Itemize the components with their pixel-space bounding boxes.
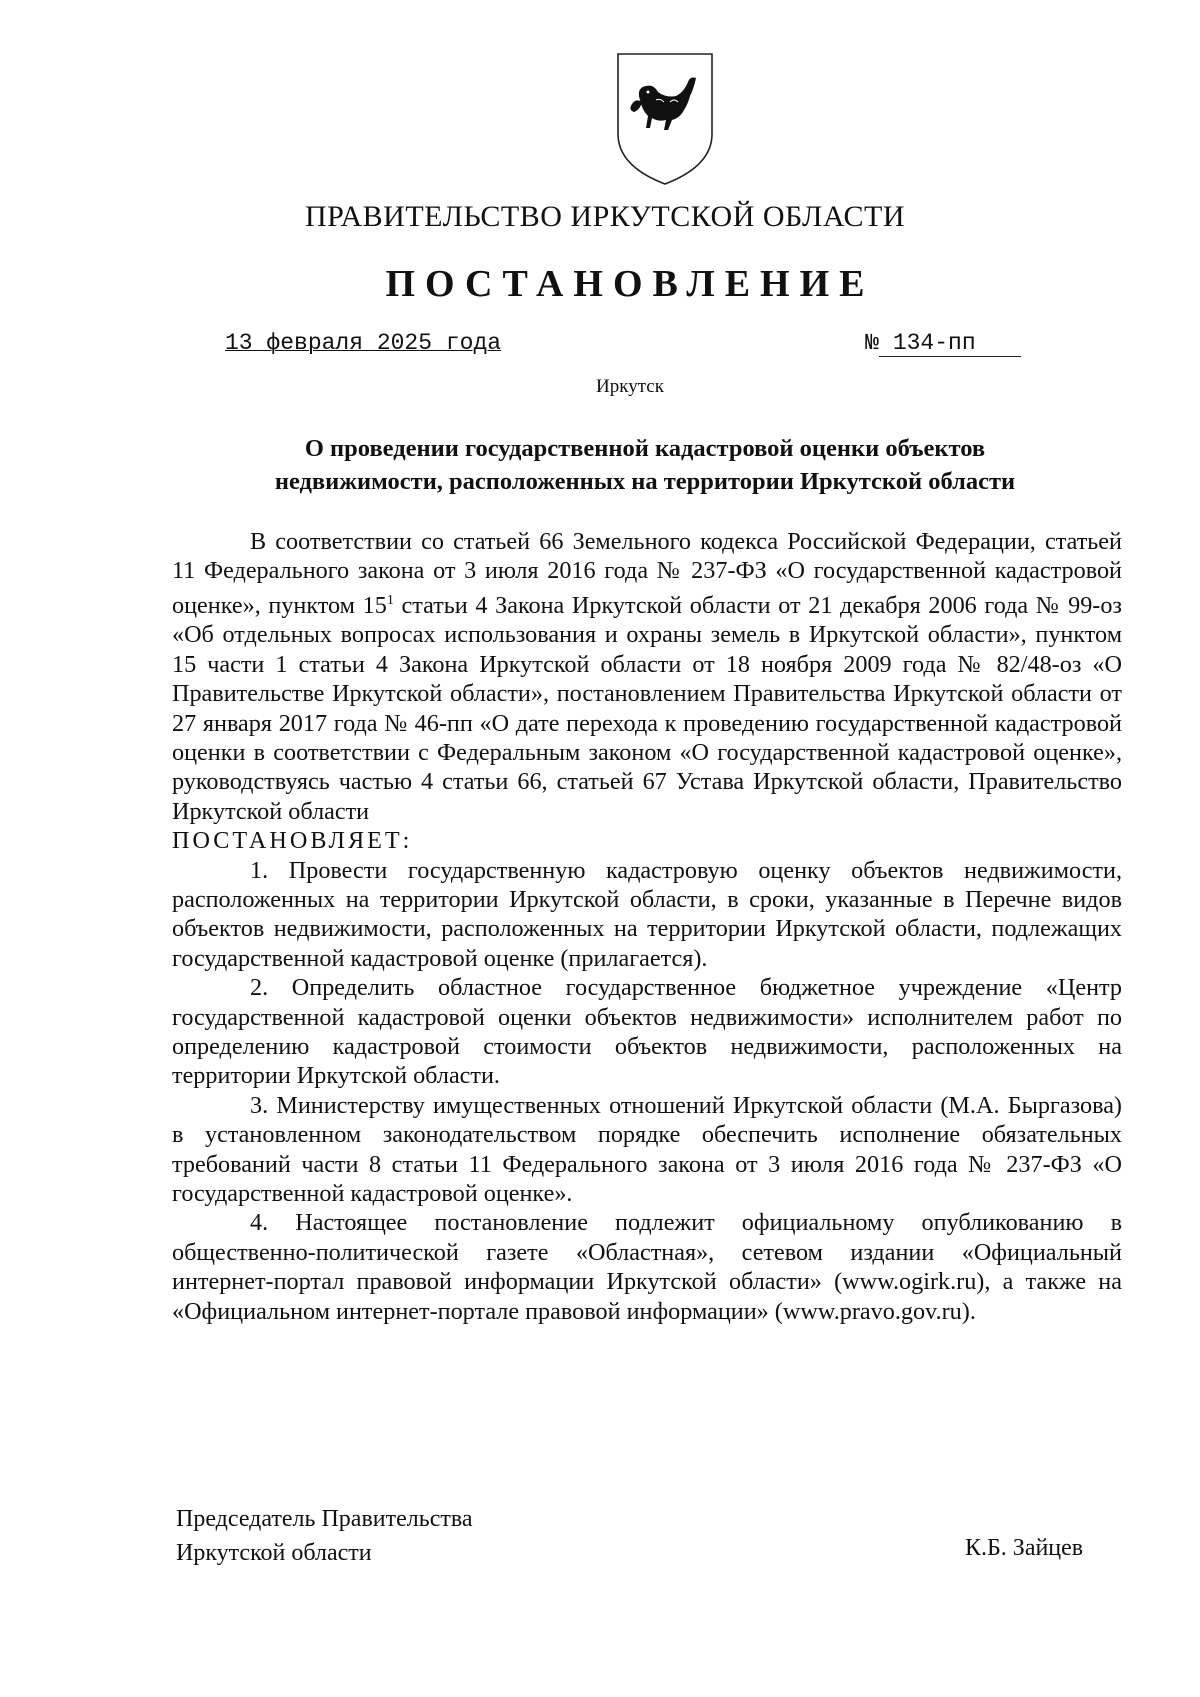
position-line-1: Председатель Правительства (176, 1506, 473, 1532)
preamble-part-2: статьи 4 Закона Иркутской области от 21 декабря 2006 года № 99-оз «Об отдельных вопросах использования и охраны земель в Иркутской области», пунктом 15 части 1 статьи 4 Закона Иркутской области от 18 ноября 2009 года № 82/48-оз «О Правительстве Иркутской области», постановлением Правительства Иркутской области от 27 января 2017 года № 46-пп «О дате перехода к проведению государственной кадастровой оценки в соответствии с Федеральным законом «О государственной кадастровой оценке», руководствуясь частью 4 статьи 66, статьей 67 Устава Иркутской области, Правительство Иркутской области (172, 591, 1122, 825)
position-line-2: Иркутской области (176, 1540, 372, 1566)
document-type-heading: ПОСТАНОВЛЕНИЕ (385, 263, 875, 305)
signatory-name: К.Б. Зайцев (965, 1535, 1084, 1561)
signatory-position (176, 1502, 473, 1570)
item-1: 1. Провести государственную кадастровую оценку объектов недвижимости, расположенных на территории Иркутской области, в сроки, указанные в Перечне видов объектов недвижимости, расположенных на территории Иркутской области, подлежащих государственной кадастровой оценке (прилагается). (172, 856, 1122, 972)
preamble-paragraph (172, 527, 1122, 826)
document-body (172, 527, 1122, 1326)
document-number (865, 330, 1021, 357)
city-name: Иркутск (596, 376, 664, 397)
resolves-heading: ПОСТАНОВЛЯЕТ: (172, 827, 413, 855)
title-line-2: недвижимости, расположенных на территории Иркутской области (274, 468, 1016, 495)
item-4: 4. Настоящее постановление подлежит официальному опубликованию в общественно-политической газете «Областная», сетевом издании «Официальный интернет-портал правовой информации Иркутской области» (www.ogirk.ru), а также на «Официальном интернет-портале правовой информации» (www.pravo.gov.ru). (172, 1209, 1122, 1325)
coat-of-arms-emblem (610, 48, 720, 188)
organization-name: ПРАВИТЕЛЬСТВО ИРКУТСКОЙ ОБЛАСТИ (304, 200, 906, 233)
title-line-1: О проведении государственной кадастровой оценки объектов (304, 435, 986, 462)
signature-placeholder (712, 1468, 932, 1590)
document-date (225, 330, 501, 356)
item-3: 3. Министерству имущественных отношений Иркутской области (М.А. Быргазова) в установленном законодательством порядке обеспечить исполнение обязательных требований части 8 статьи 11 Федерального закона от 3 июля 2016 года № 237-ФЗ «О государственной кадастровой оценке». (172, 1091, 1122, 1207)
date-value: 13 февраля 2025 года (225, 330, 502, 356)
number-label: № (865, 330, 879, 356)
document-title (170, 432, 1120, 498)
preamble-part-1: В соответствии со статьей 66 Земельного кодекса Российской Федерации, статьей 11 Федерального закона от 3 июля 2016 года № 237-ФЗ «О государственной кадастровой оценке», пунктом 15 (172, 528, 1122, 619)
item-2: 2. Определить областное государственное бюджетное учреждение «Центр государственной кадастровой оценки объектов недвижимости» исполнителем работ по определению кадастровой стоимости объектов недвижимости, расположенных на территории Иркутской области. (172, 974, 1122, 1090)
number-value: 134-пп (879, 330, 1021, 357)
preamble-superscript: 1 (386, 592, 394, 608)
